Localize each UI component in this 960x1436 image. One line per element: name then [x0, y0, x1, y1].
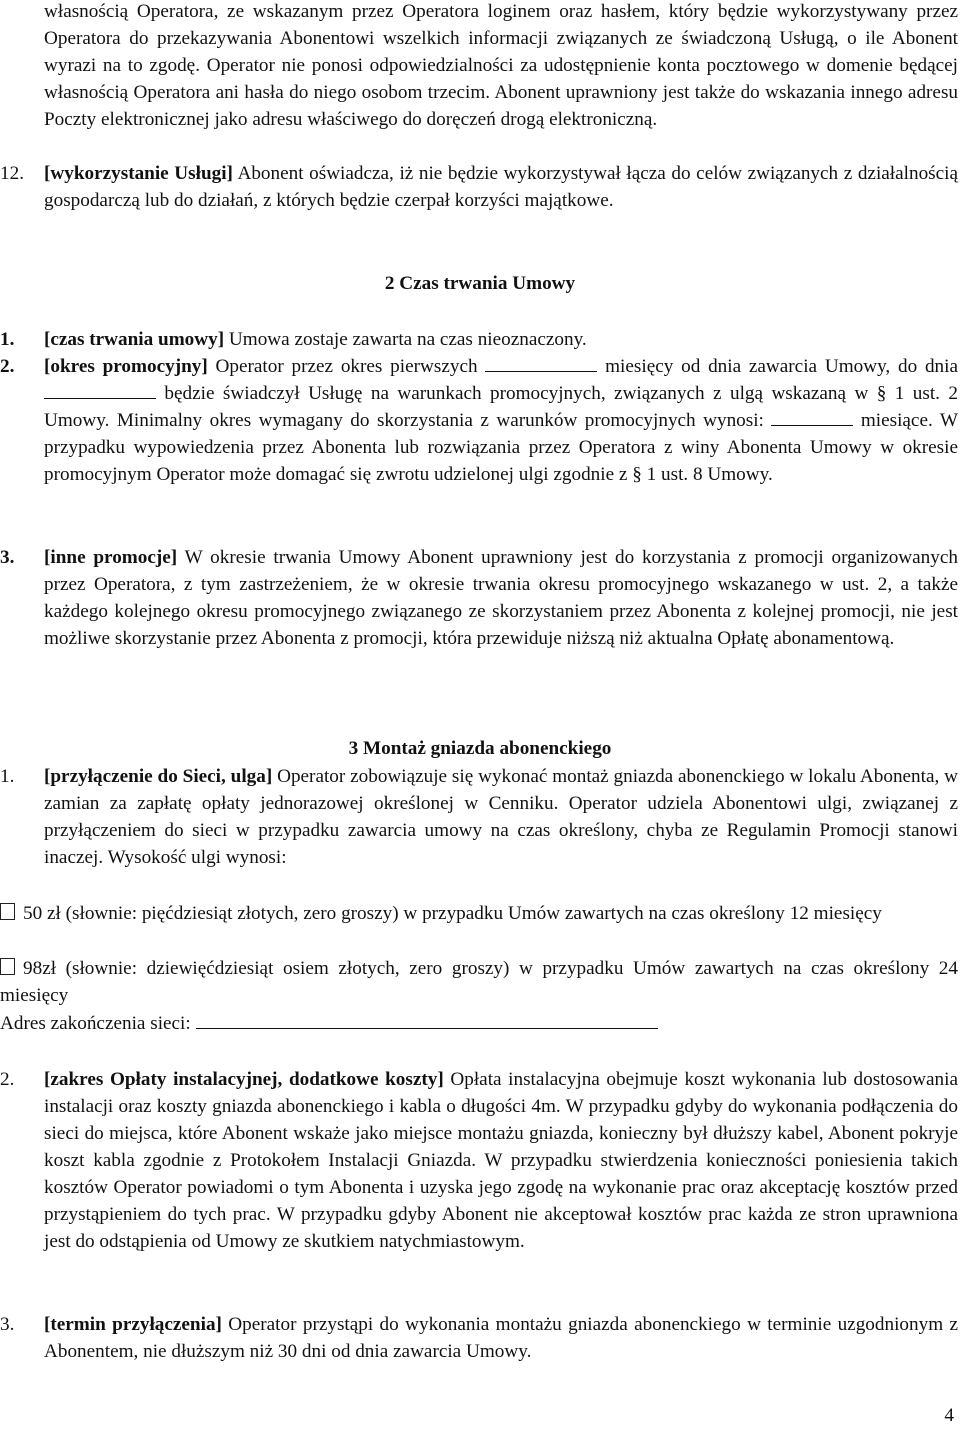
s3-item-2-number: 2.: [0, 1069, 15, 1090]
paragraph-text-2: Abonent uprawniony jest także do wskazania innego adresu Poczty elektronicznej jako adresu właściwego do doręczeń drogą elektroniczną.: [44, 82, 958, 130]
s3-item-1-text: Operator zobowiązuje się wykonać montaż gniazda abonenckiego w lokalu Abonenta, w zamian za zapłatę opłaty jednorazowej określonej w Cenniku. Operator udziela Abonentowi ulgi, związanej z przyłączeniem do sieci w przypadku zawarcia umowy na czas określony, chyba ze Regulamin Promocji stanowi inaczej. Wysokość ulgi wynosi:: [44, 766, 958, 868]
s2-item-2-text-a: Operator przez okres pierwszych: [207, 356, 486, 377]
s2-item-2-text-c: będzie świadczył Usługę na warunkach promocyjnych, związanych z ulgą wskazaną w § 1 ust. 2 Umowy. Minimalny okres wymagany do skorzystania z warunków promocyjnych wynosi:: [44, 383, 958, 431]
s2-item-3-number: 3.: [0, 547, 15, 568]
network-address-line: [0, 1010, 958, 1037]
section-2-heading: 2 Czas trwania Umowy: [384, 273, 576, 294]
s3-item-1: [44, 763, 958, 871]
paragraph-continuation: [44, 0, 958, 133]
s3-item-2-title: [zakres Opłaty instalacyjnej, dodatkowe koszty]: [44, 1069, 444, 1090]
item-12-text: Abonent oświadcza, iż nie będzie wykorzystywał łącza do celów związanych z działalnością gospodarczą lub do działań, z których będzie czerpał korzyści majątkowe.: [44, 163, 958, 211]
s3-item-3: [44, 1311, 958, 1365]
relief-option-24-months: [0, 955, 958, 1009]
checkbox-icon[interactable]: [0, 958, 15, 975]
s2-item-1-text: Umowa zostaje zawarta na czas nieoznaczony.: [224, 329, 587, 350]
s3-item-3-text: Operator przystąpi do wykonania montażu gniazda abonenckiego w terminie uzgodnionym z Abonentem, nie dłuższym niż 30 dni od dnia zawarcia Umowy.: [44, 1314, 958, 1362]
item-number-12: 12.: [0, 163, 24, 184]
s3-item-3-number: 3.: [0, 1314, 15, 1335]
blank-minimum-period-field: [771, 407, 853, 426]
s3-item-1-title: [przyłączenie do Sieci, ulga]: [44, 766, 273, 787]
s3-item-1-number: 1.: [0, 766, 15, 787]
s2-item-2-text-b: miesięcy od dnia zawarcia Umowy, do dnia: [597, 356, 958, 377]
item-12: [44, 160, 958, 214]
s2-item-2: [44, 353, 958, 488]
s2-item-1-number: 1.: [0, 329, 15, 350]
address-blank-field: [196, 1010, 658, 1029]
page-number: 4: [944, 1405, 954, 1426]
s2-item-3: [44, 544, 958, 652]
paragraph-text-1: własnością Operatora, ze wskazanym przez Operatora loginem oraz hasłem, który będzie wykorzystywany przez Operatora do przekazywania Abonentowi wszelkich informacji związanych ze świadczoną Usługą, o ile Abonent wyrazi na to zgodę. Operator nie ponosi odpowiedzialności za udostępnienie konta pocztowego w domenie będącej własnością Operatora ani hasła do niego osobom trzecim.: [44, 1, 958, 103]
address-label: Adres zakończenia sieci:: [0, 1013, 191, 1034]
s2-item-2-title: [okres promocyjny]: [44, 356, 208, 377]
s3-item-2: [44, 1066, 958, 1255]
item-12-title: [wykorzystanie Usługi]: [44, 163, 233, 184]
s2-item-3-title: [inne promocje]: [44, 547, 178, 568]
s3-item-3-title: [termin przyłączenia]: [44, 1314, 222, 1335]
relief-option-12-months: [0, 900, 958, 927]
s2-item-1: [44, 326, 958, 353]
checkbox-icon[interactable]: [0, 903, 15, 920]
relief-option-2-text: 98zł (słownie: dziewięćdziesiąt osiem złotych, zero groszy) w przypadku Umów zawartych na czas określony 24 miesięcy: [0, 958, 958, 1006]
blank-months-field: [485, 353, 597, 372]
s2-item-2-text-d: miesiące. W przypadku wypowiedzenia przez Abonenta lub rozwiązania przez Operatora z winy Abonenta Umowy w okresie promocyjnym Operator może domagać się zwrotu udzielonej ulgi zgodnie z § 1 ust. 8 Umowy.: [44, 410, 959, 485]
blank-date-field: [44, 380, 156, 399]
s2-item-1-title: [czas trwania umowy]: [44, 329, 225, 350]
s2-item-3-text: W okresie trwania Umowy Abonent uprawniony jest do korzystania z promocji organizowanych przez Operatora, z tym zastrzeżeniem, że w okresie trwania okresu promocyjnego wskazanego w ust. 2, a także każdego kolejnego okresu promocyjnego związanego ze skorzystaniem przez Abonenta z kolejnej promocji, nie jest możliwe skorzystanie przez Abonenta z promocji, która przewiduje niższą niż aktualna Opłatę abonamentową.: [44, 547, 958, 649]
relief-option-1-text: 50 zł (słownie: pięćdziesiąt złotych, zero groszy) w przypadku Umów zawartych na czas określony 12 miesięcy: [23, 903, 882, 924]
s2-item-2-number: 2.: [0, 356, 15, 377]
section-3-heading: 3 Montaż gniazda abonenckiego: [348, 738, 612, 759]
s3-item-2-text: Opłata instalacyjna obejmuje koszt wykonania lub dostosowania instalacji oraz koszty gniazda abonenckiego i kabla o długości 4m. W przypadku gdyby do wykonania podłączenia do sieci do miejsca, które Abonent wskaże jako miejsce montażu gniazda, konieczny był dłuższy kabel, Abonent pokryje koszt kabla zgodnie z Protokołem Instalacji Gniazda. W przypadku stwierdzenia konieczności poniesienia takich kosztów Operator powiadomi o tym Abonenta i uzyska jego zgodę na wykonanie prac oraz akceptację kosztów przed przystąpieniem do tych prac. W przypadku gdyby Abonent nie akceptował kosztów prac każda ze stron uprawniona jest do odstąpienia od Umowy ze skutkiem natychmiastowym.: [44, 1069, 958, 1252]
